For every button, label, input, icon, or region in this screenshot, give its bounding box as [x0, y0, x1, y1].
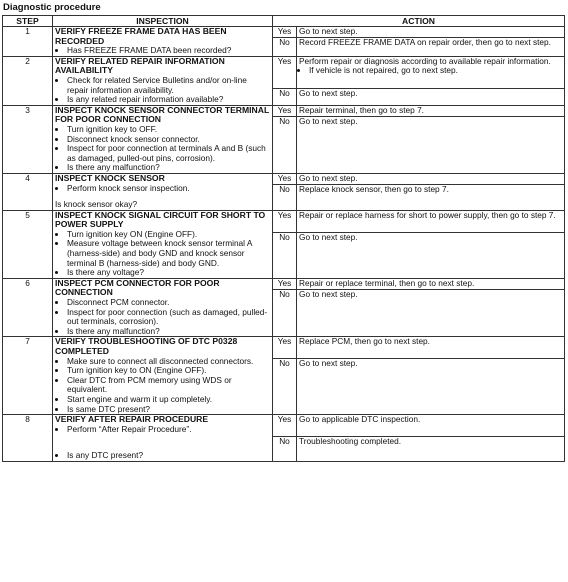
- inspection-title: INSPECT KNOCK SIGNAL CIRCUIT FOR SHORT TO POWER SUPPLY: [55, 209, 266, 230]
- inspection-title: VERIFY AFTER REPAIR PROCEDURE: [55, 414, 209, 425]
- yes-action: Repair or replace harness for short to power supply, then go to step 7.: [297, 210, 565, 232]
- yes-action: Repair or replace terminal, then go to next step.: [297, 278, 565, 289]
- inspection-item: • Disconnect knock sensor connector.: [67, 135, 270, 145]
- inspection-item: • Is any DTC present?: [67, 451, 270, 461]
- step-number: 7: [3, 337, 53, 415]
- inspection-item: • Clear DTC from PCM memory using WDS or equivalent.: [67, 376, 270, 395]
- yes-action: Go to next step.: [297, 27, 565, 38]
- no-action: Go to next step.: [297, 232, 565, 278]
- no-action: Go to next step.: [297, 116, 565, 173]
- yes-label: Yes: [273, 415, 297, 437]
- no-action: Troubleshooting completed.: [297, 437, 565, 462]
- inspection-item: • Turn ignition key to ON (Engine OFF).: [67, 366, 270, 376]
- inspection-cell: [53, 105, 273, 173]
- no-label: No: [273, 184, 297, 210]
- inspection-item: • Check for related Service Bulletins and/or on-line repair information availability.: [67, 76, 270, 95]
- inspection-title: INSPECT PCM CONNECTOR FOR POOR CONNECTION: [55, 277, 220, 298]
- yes-label: Yes: [273, 337, 297, 359]
- no-action: Replace knock sensor, then go to step 7.: [297, 184, 565, 210]
- yes-label: Yes: [273, 56, 297, 88]
- yes-action: Go to applicable DTC inspection.: [297, 415, 565, 437]
- diagnostic-table: [2, 15, 565, 462]
- table-row: [3, 278, 565, 289]
- no-action: Go to next step.: [297, 359, 565, 415]
- table-row: [3, 27, 565, 38]
- header-action: ACTION: [273, 16, 565, 27]
- step-number: 2: [3, 56, 53, 105]
- inspection-title: VERIFY TROUBLESHOOTING OF DTC P0328 COMPLETED: [55, 336, 238, 356]
- inspection-title: INSPECT KNOCK SENSOR: [55, 172, 165, 183]
- inspection-question: Is knock sensor okay?: [55, 199, 138, 210]
- table-row: [3, 56, 565, 88]
- no-label: No: [273, 437, 297, 462]
- yes-action-sub: • If vehicle is not repaired, go to next step.: [309, 66, 562, 76]
- inspection-title: VERIFY FREEZE FRAME DATA HAS BEEN RECORDED: [55, 26, 227, 46]
- inspection-item: • Inspect for poor connection at terminals A and B (such as damaged, pulled-out pins, corrosion).: [67, 144, 270, 163]
- table-header-row: [3, 16, 565, 27]
- inspection-cell: [53, 173, 273, 210]
- no-label: No: [273, 289, 297, 337]
- inspection-title: INSPECT KNOCK SENSOR CONNECTOR TERMINAL FOR POOR CONNECTION: [55, 104, 270, 125]
- inspection-item: • Is there any malfunction?: [67, 163, 270, 173]
- inspection-item: • Is any related repair information available?: [67, 95, 270, 105]
- no-label: No: [273, 38, 297, 57]
- inspection-cell: [53, 56, 273, 105]
- no-action: Record FREEZE FRAME DATA on repair order, then go to next step.: [297, 38, 565, 57]
- inspection-item: • Make sure to connect all disconnected connectors.: [67, 357, 270, 367]
- page-title: Diagnostic procedure: [3, 2, 101, 13]
- inspection-item: • Perform knock sensor inspection.: [67, 184, 270, 194]
- step-number: 6: [3, 278, 53, 337]
- step-number: 3: [3, 105, 53, 173]
- step-number: 8: [3, 415, 53, 462]
- inspection-cell: [53, 278, 273, 337]
- table-row: [3, 337, 565, 359]
- inspection-item: • Is same DTC present?: [67, 405, 270, 415]
- inspection-cell: [53, 210, 273, 278]
- inspection-title: VERIFY RELATED REPAIR INFORMATION AVAILABILITY: [55, 55, 225, 76]
- inspection-item: • Inspect for poor connection (such as damaged, pulled-out terminals, corrosion).: [67, 308, 270, 327]
- inspection-item: • Turn ignition key ON (Engine OFF).: [67, 230, 270, 240]
- step-number: 4: [3, 173, 53, 210]
- yes-action: Repair terminal, then go to step 7.: [297, 105, 565, 116]
- header-inspection: INSPECTION: [53, 16, 273, 27]
- step-number: 5: [3, 210, 53, 278]
- inspection-cell: [53, 337, 273, 415]
- inspection-cell: [53, 415, 273, 462]
- table-row: [3, 105, 565, 116]
- inspection-item: • Start engine and warm it up completely.: [67, 395, 270, 405]
- yes-action: Perform repair or diagnosis according to available repair information.: [299, 55, 551, 66]
- inspection-item: • Is there any malfunction?: [67, 327, 270, 337]
- table-row: [3, 173, 565, 184]
- yes-label: Yes: [273, 27, 297, 38]
- inspection-cell: [53, 27, 273, 57]
- yes-label: Yes: [273, 210, 297, 232]
- header-step: STEP: [3, 16, 53, 27]
- yes-label: Yes: [273, 105, 297, 116]
- yes-action: Go to next step.: [297, 173, 565, 184]
- inspection-item: • Perform “After Repair Procedure”.: [67, 425, 270, 435]
- yes-label: Yes: [273, 278, 297, 289]
- no-label: No: [273, 232, 297, 278]
- no-action: Go to next step.: [297, 289, 565, 337]
- no-label: No: [273, 359, 297, 415]
- yes-action: Replace PCM, then go to next step.: [297, 337, 565, 359]
- no-label: No: [273, 116, 297, 173]
- inspection-item: • Has FREEZE FRAME DATA been recorded?: [67, 46, 270, 56]
- inspection-item: • Is there any voltage?: [67, 268, 270, 278]
- no-label: No: [273, 88, 297, 105]
- table-row: [3, 415, 565, 437]
- inspection-item: • Disconnect PCM connector.: [67, 298, 270, 308]
- no-action: Go to next step.: [297, 88, 565, 105]
- inspection-item: • Turn ignition key to OFF.: [67, 125, 270, 135]
- step-number: 1: [3, 27, 53, 57]
- inspection-item: • Measure voltage between knock sensor terminal A (harness-side) and body GND and knock sensor terminal B (harness-side) and body GND.: [67, 239, 270, 268]
- yes-label: Yes: [273, 173, 297, 184]
- yes-action-cell: [297, 56, 565, 88]
- table-row: [3, 210, 565, 232]
